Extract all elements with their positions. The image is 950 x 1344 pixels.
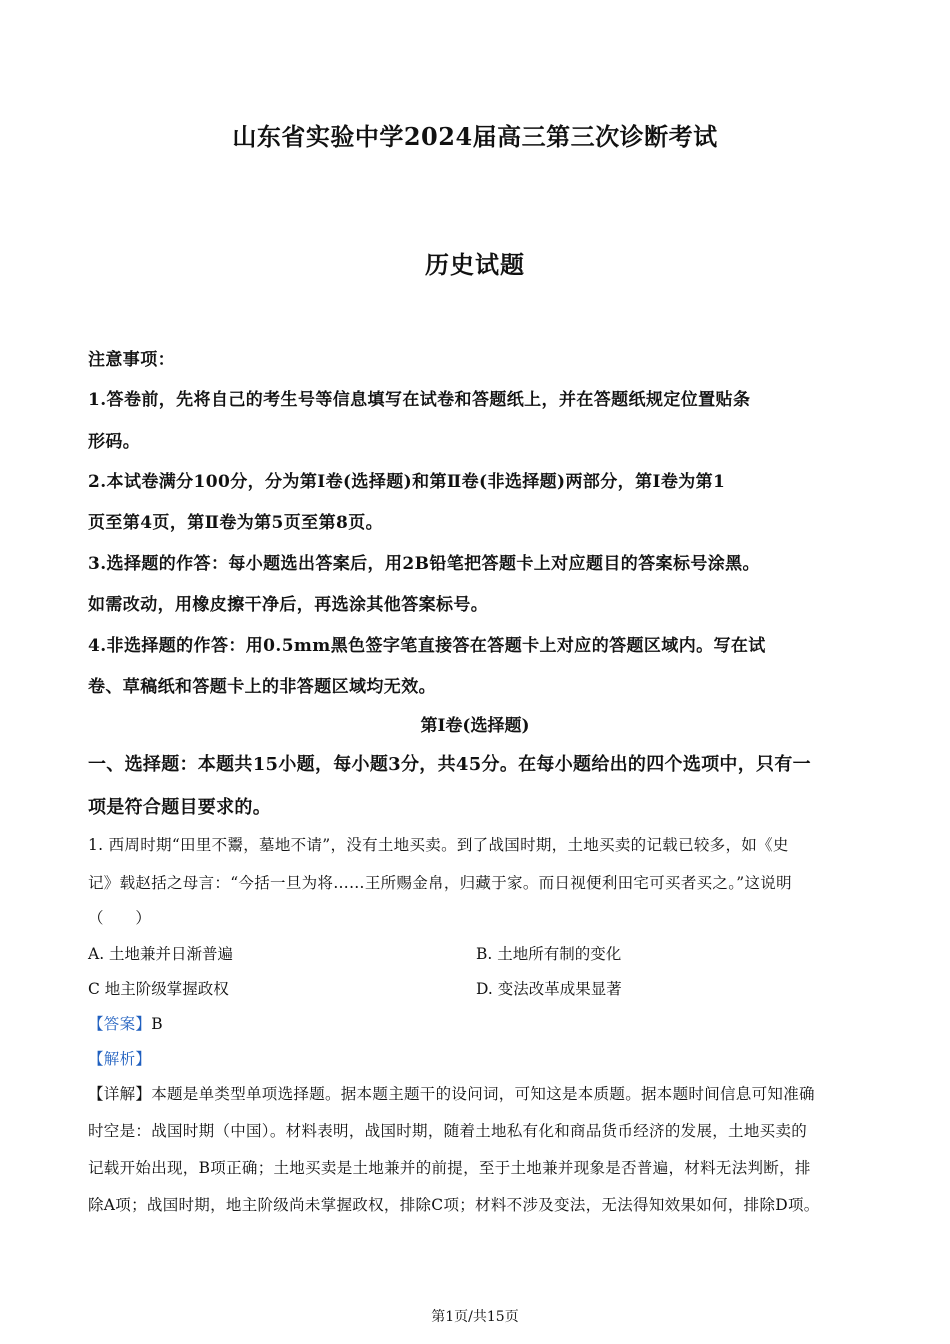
option-a: A. 土地兼并日渐普遍 [88,945,234,963]
option-c: C 地主阶级掌握政权 [88,980,229,998]
answer-value: B [151,1015,163,1033]
notice-line: 卷、草稿纸和答题卡上的非答题区域均无效。 [88,677,436,697]
notice-line: 如需改动，用橡皮擦干净后，再选涂其他答案标号。 [88,595,489,615]
analysis-tag: 【解析】 [88,1050,152,1068]
answer-line [88,1012,163,1034]
detail-tag: 【详解】 [88,1085,152,1103]
notice-heading: 注意事项： [88,350,175,370]
notice-line: 4.非选择题的作答：用0.5mm黑色签字笔直接答在答题卡上对应的答题区域内。写在试 [88,636,766,656]
notice-line: 2.本试卷满分100分，分为第Ⅰ卷(选择题)和第Ⅱ卷(非选择题)两部分，第Ⅰ卷为第1 [88,472,726,492]
answer-tag: 【答案】 [88,1015,152,1033]
detail-line: 除A项；战国时期，地主阶级尚未掌握政权，排除C项；材料不涉及变法，无法得知效果如何，排除D项。 [88,1196,820,1214]
notice-line: 页至第4页，第Ⅱ卷为第5页至第8页。 [88,513,384,533]
subject-title: 历史试题 [425,250,525,279]
section-instruction: 一、选择题：本题共15小题，每小题3分，共45分。在每小题给出的四个选项中，只有一 [88,754,811,775]
notice-line: 1.答卷前，先将自己的考生号等信息填写在试卷和答题纸上，并在答题纸规定位置贴条 [88,390,751,410]
option-d: D. 变法改革成果显著 [476,980,622,998]
option-b: B. 土地所有制的变化 [476,945,622,963]
question-stem-line: 1. 西周时期“田里不鬻，墓地不请”，没有土地买卖。到了战国时期，土地买卖的记载已较多，如《史 [88,836,789,854]
detail-line [88,1082,815,1104]
notice-line: 3.选择题的作答：每小题选出答案后，用2B铅笔把答题卡上对应题目的答案标号涂黑。 [88,554,760,574]
notice-line: 形码。 [88,432,141,452]
detail-line: 记载开始出现，B项正确；土地买卖是土地兼并的前提，至于土地兼并现象是否普遍，材料无法判断，排 [88,1159,811,1177]
exam-title: 山东省实验中学2024届高三第三次诊断考试 [232,122,718,151]
page-number: 第1页/共15页 [431,1309,519,1325]
question-stem-line: 记》载赵括之母言：“今括一旦为将……王所赐金帛，归藏于家。而日视便利田宅可买者买之。”这说明 [88,874,792,892]
section-instruction: 项是符合题目要求的。 [88,797,271,818]
section-heading: 第Ⅰ卷(选择题) [420,716,530,736]
detail-text: 本题是单类型单项选择题。据本题主题干的设问词，可知这是本质题。据本题时间信息可知准确 [151,1085,815,1103]
detail-line: 时空是：战国时期（中国）。材料表明，战国时期，随着土地私有化和商品货币经济的发展，土地买卖的 [88,1122,808,1140]
answer-blank: （ ） [88,909,152,927]
